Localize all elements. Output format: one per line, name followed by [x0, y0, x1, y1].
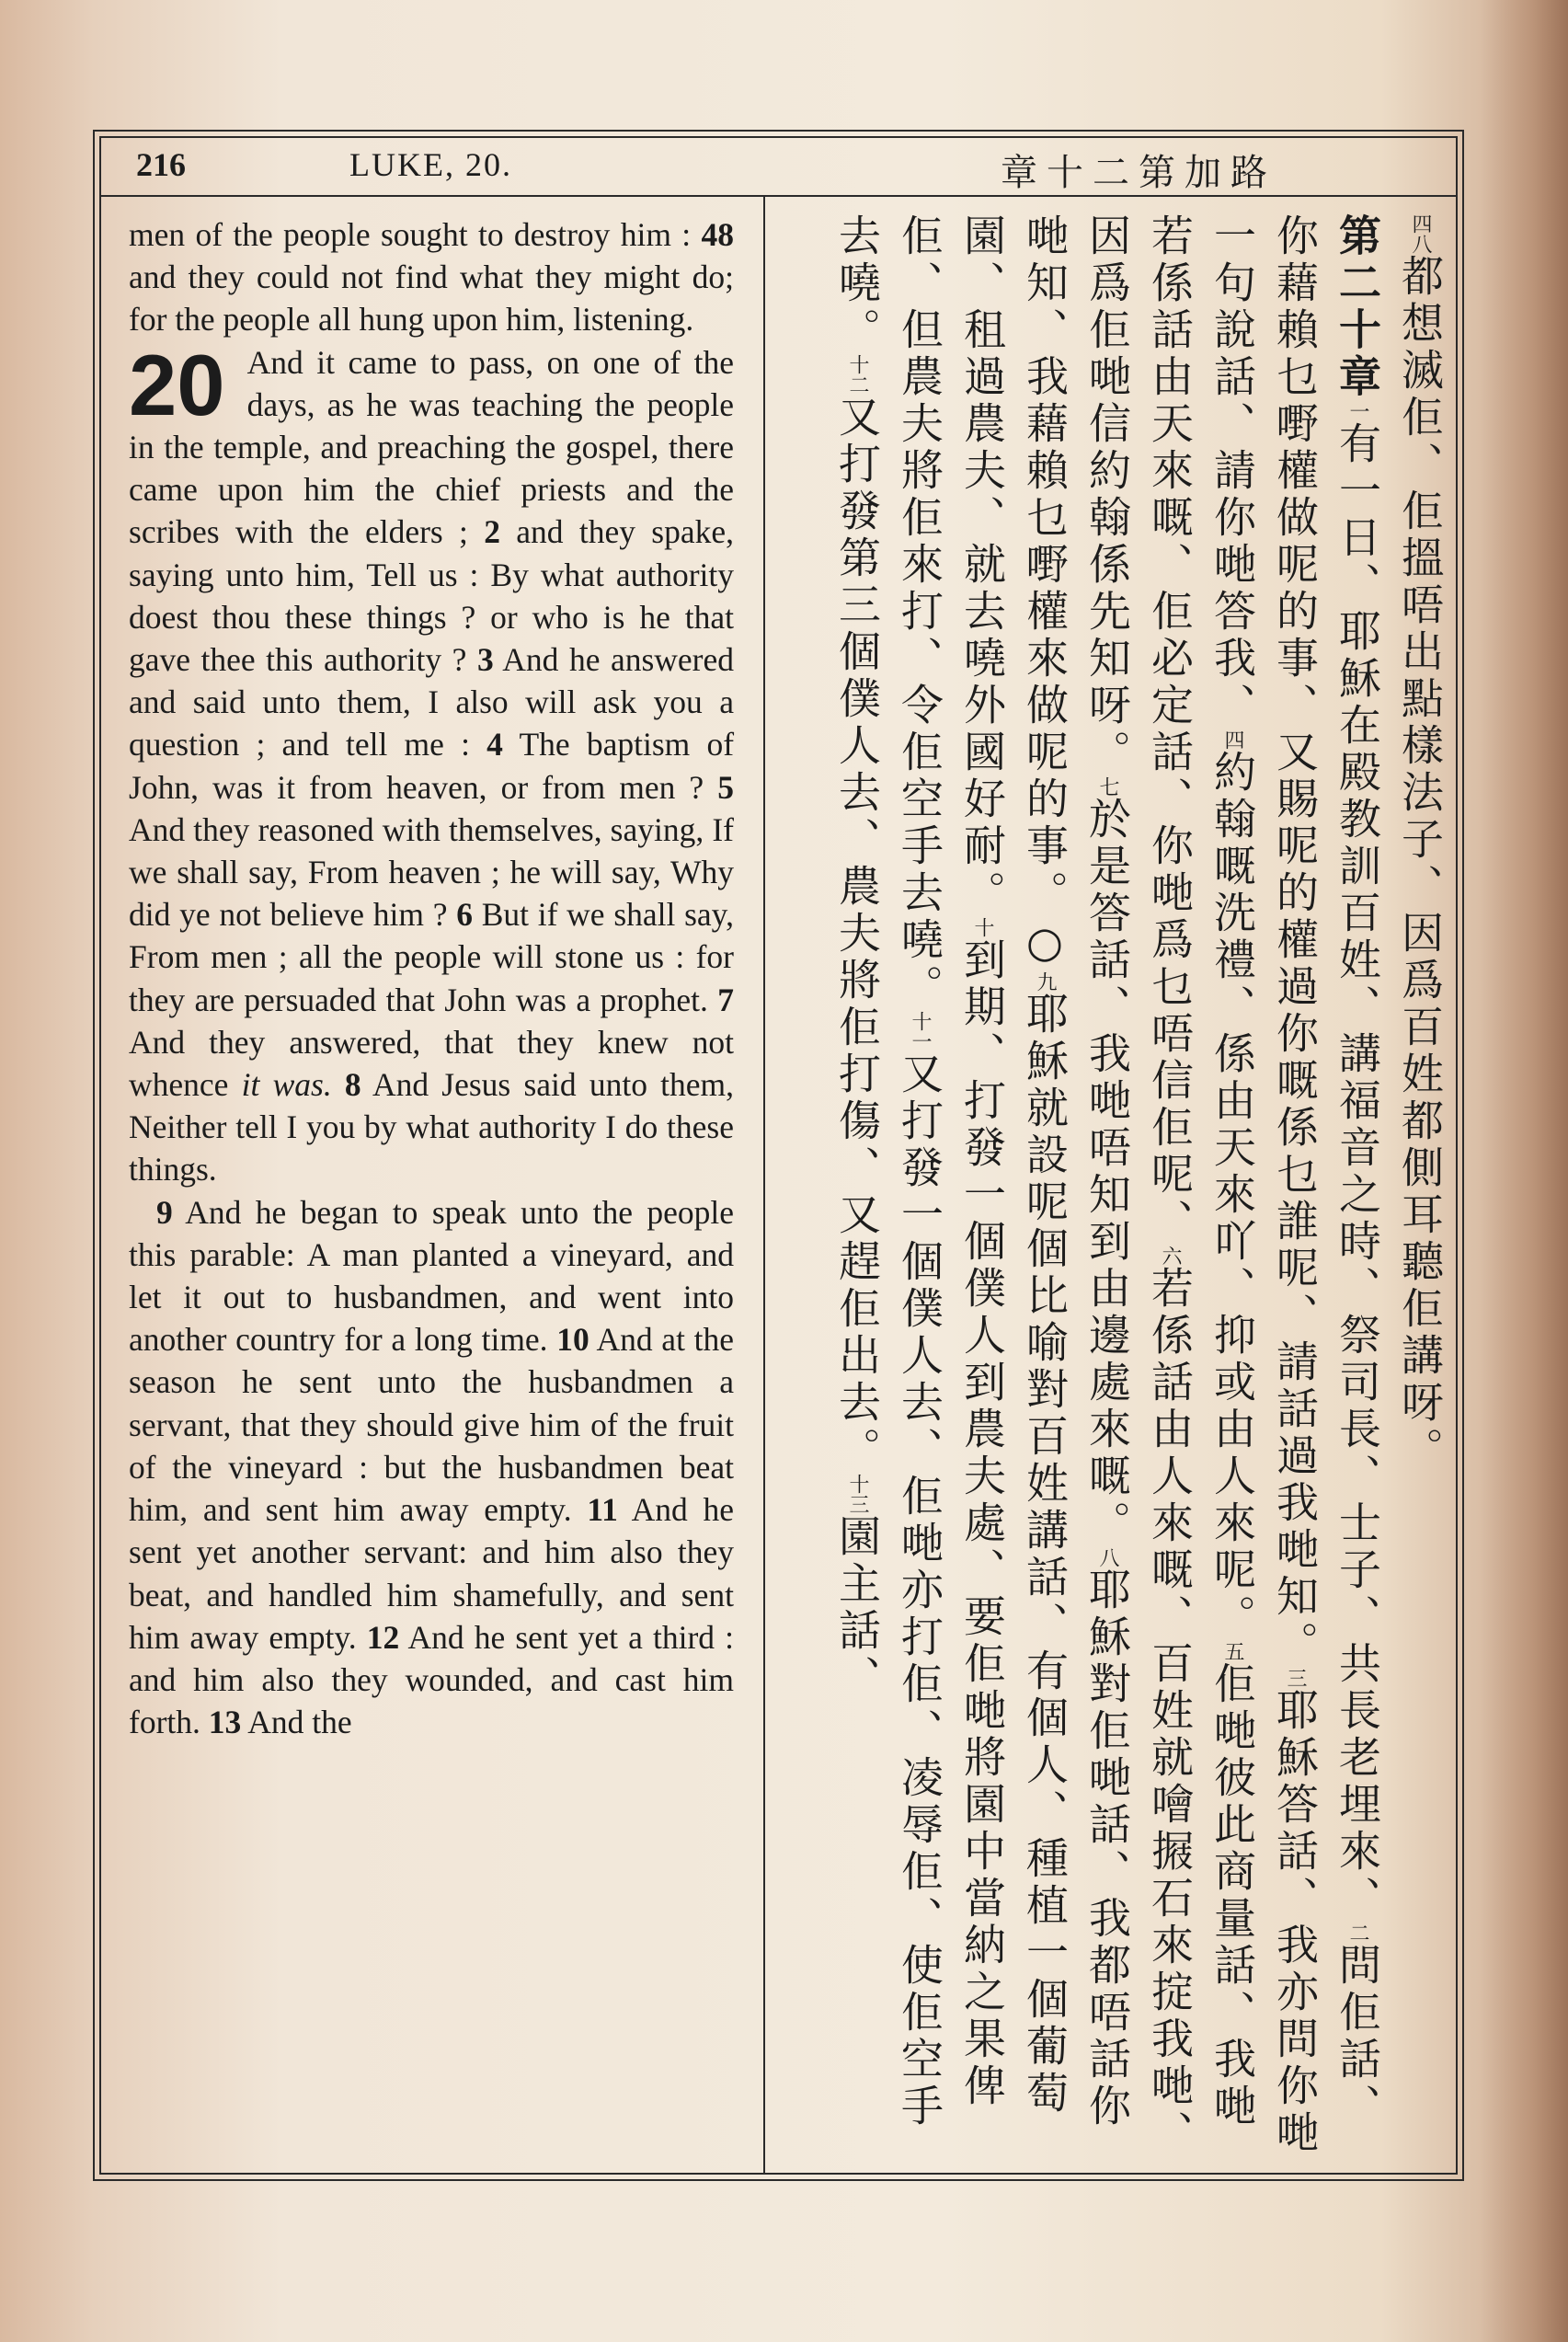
english-running-title: LUKE, 20. — [349, 146, 512, 183]
english-paragraph — [129, 1191, 734, 1744]
verse-number: 9 — [156, 1193, 173, 1231]
verse-number: 7 — [717, 981, 734, 1018]
chinese-verse-text: 佢哋彼此商量話、我哋若係話由天來嘅、佢必定話、你哋爲乜唔信佢呢、 — [1145, 213, 1257, 2130]
chinese-verse-text: 約翰嘅洗禮、係由天來吖、抑或由人來呢。 — [1207, 750, 1257, 1641]
verse-number: 13 — [208, 1704, 242, 1741]
chinese-verse-text: 耶穌答話、我亦問你哋一句說話、請你哋答我、 — [1207, 213, 1320, 2157]
verse-number: 10 — [556, 1321, 589, 1359]
verse-number: 5 — [717, 768, 735, 806]
chinese-verse-text: 於是答話、我哋唔知到由邊處來嘅。 — [1082, 797, 1132, 1547]
chinese-paragraph — [1389, 213, 1451, 2164]
chinese-verse-number: 十三 — [846, 1474, 869, 1514]
chinese-verse-number: 一 — [1346, 401, 1369, 421]
chinese-verse-number: 六 — [1159, 1246, 1182, 1266]
verse-text: and they spake, saying unto him, Tell us : By what authority doest thou these things ? or who is he that gave thee this authority ? — [129, 513, 734, 679]
verse-text: men of the people sought to destroy him : — [129, 216, 692, 253]
column-divider — [763, 195, 765, 2175]
chapter-number: 20 — [129, 336, 225, 433]
verse-text: And he sent yet another servant: and him also they beat, and handled him shamefully, and sent him away empty. — [129, 1491, 734, 1656]
book-spine-shadow — [1481, 0, 1568, 2342]
english-paragraph — [129, 213, 734, 341]
chinese-verse-number: 五 — [1221, 1641, 1244, 1661]
verse-text: and they could not find what they might do; for the people all hung upon him, listening. — [129, 258, 734, 339]
english-paragraph — [129, 336, 735, 1191]
verse-text: And the — [247, 1704, 352, 1741]
chinese-verse-number: 十二 — [846, 354, 869, 395]
chinese-paragraph — [826, 213, 1389, 2164]
chinese-verse-number: 八 — [1096, 1547, 1119, 1567]
verse-number: 6 — [456, 896, 473, 934]
verse-text: The baptism of John, was it from heaven, or from men ? — [129, 726, 735, 806]
verse-text: And Jesus said unto them, Neither tell I you by what authority I do these things. — [129, 1066, 735, 1188]
verse-text-italic: it was. — [241, 1066, 332, 1104]
chinese-verse-number: 十 — [971, 917, 994, 937]
chinese-verse-text: 又打發第三個僕人去、農夫將佢打傷、又趕佢出去。 — [832, 395, 882, 1474]
chinese-verse-number: 三 — [1284, 1668, 1307, 1688]
verse-text: But if we shall say, From men ; all the people will stone us : for they are persuaded that John was a prophet. — [129, 896, 735, 1018]
chinese-running-title: 路加第二十章 — [1001, 152, 1276, 194]
verse-number: 3 — [476, 641, 494, 679]
chinese-verse-text: 耶穌對佢哋話、我都唔話你哋知、我藉賴乜嘢權來做呢的事。○ — [1020, 213, 1132, 2130]
verse-number: 8 — [344, 1066, 361, 1104]
verse-number: 11 — [587, 1491, 618, 1529]
verse-text: And it came to pass, on one of the days, as he was teaching the people in the temple, and preaching the gospel, there came upon him the chief priests and the scribes with the elders ; — [129, 343, 734, 551]
verse-text: And he sent yet a third : and him also they wounded, and cast him forth. — [129, 1618, 735, 1741]
verse-text: And they answered, that they knew not whence — [129, 1023, 734, 1104]
running-header — [101, 138, 1456, 197]
chinese-column — [782, 213, 1451, 2164]
verse-text: And they reasoned with themselves, saying, If we shall say, From heaven ; he will say, Why did ye not believe him ? — [129, 810, 734, 934]
verse-number: 48 — [701, 216, 734, 253]
chinese-verse-text: 都想滅佢、佢搵唔出點樣法子、因爲百姓都側耳聽佢講呀。 — [1395, 254, 1445, 1474]
chinese-verse-number: 四 — [1221, 729, 1244, 750]
verse-number: 2 — [484, 513, 500, 551]
chinese-verse-number: 四八 — [1409, 213, 1432, 254]
chinese-verse-text: 到期、打發一個僕人到農夫處、要佢哋將園中當納之果俾佢、但農夫將佢來打、令佢空手去嘵。 — [895, 213, 1007, 2110]
chinese-verse-text: 又打發一個僕人去、佢哋亦打佢、凌辱佢、使佢空手去嘵。 — [832, 213, 944, 2130]
chinese-verse-text: 問佢話、你藉賴乜嘢權做呢的事、又賜呢的權過你嘅係乜誰呢、請話過我哋知。 — [1270, 213, 1382, 2130]
english-column — [129, 213, 734, 1743]
chinese-verse-text: 若係話由人來嘅、百姓就噲𢲈石來掟我哋、因爲佢哋信約翰係先知呀。 — [1082, 213, 1195, 2157]
verse-text: And at the season he sent unto the husbandmen a servant, that they should give him of the fruit of the vineyard : but the husbandmen beat him, and sent him away empty. — [129, 1321, 734, 1529]
chinese-verse-number: 七 — [1096, 776, 1119, 797]
verse-number: 12 — [366, 1618, 400, 1656]
verse-number: 4 — [486, 726, 503, 763]
verse-text: And he answered and said unto them, I also will ask you a question ; and tell me : — [129, 641, 735, 763]
chinese-verse-text: 園主話、 — [832, 1514, 882, 1702]
verse-text: And he began to speak unto the people this parable: A man planted a vineyard, and let it out to husbandmen, and went into another country for a long time. — [129, 1193, 734, 1359]
chinese-verse-text: 耶穌就設呢個比喻對百姓講話、有個人、種植一個葡萄園、租過農夫、就去嘵外國好耐。 — [957, 213, 1070, 2118]
chinese-verse-number: 二 — [1346, 1923, 1369, 1943]
chinese-verse-number: 十一 — [909, 1011, 932, 1051]
chinese-chapter-heading: 第二十章 — [1333, 213, 1382, 401]
chinese-verse-text: 有一日、耶穌在殿教訓百姓、講福音之時、祭司長、士子、共長老埋來、 — [1333, 421, 1382, 1923]
page-number: 216 — [136, 146, 186, 183]
chinese-verse-number: 九 — [1034, 971, 1057, 992]
